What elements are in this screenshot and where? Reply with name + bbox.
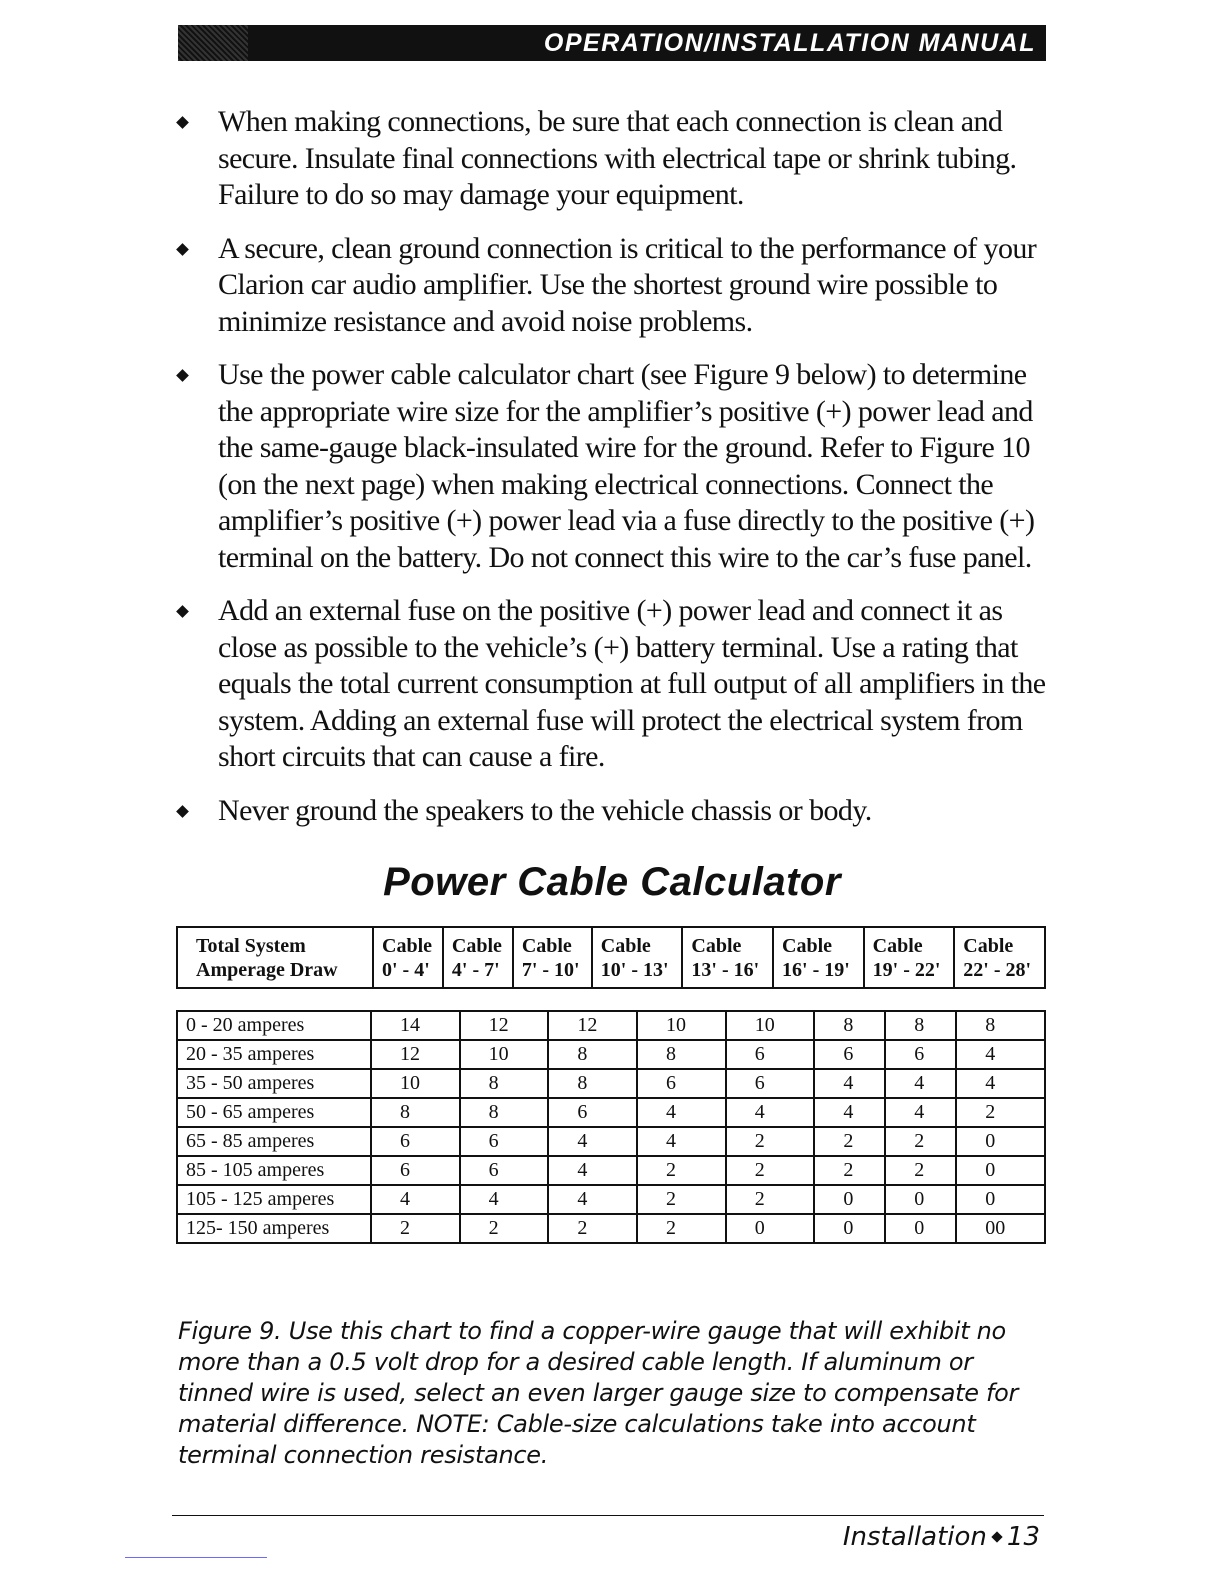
bullet-list bbox=[178, 104, 1058, 846]
gauge-cell: 10 bbox=[460, 1040, 549, 1069]
amperage-cell: 0 - 20 amperes bbox=[177, 1011, 371, 1040]
gauge-cell: 4 bbox=[956, 1069, 1045, 1098]
header-cell: Cable 19' - 22' bbox=[864, 927, 955, 988]
footer-section: Installation bbox=[842, 1522, 987, 1552]
section-title: Power Cable Calculator bbox=[383, 860, 841, 904]
bullet-item bbox=[178, 593, 1058, 776]
bullet-text: Never ground the speakers to the vehicle chassis or body. bbox=[218, 793, 872, 827]
table-header bbox=[176, 926, 1046, 989]
gauge-cell: 8 bbox=[956, 1011, 1045, 1040]
bullet-item bbox=[178, 231, 1058, 341]
gauge-cell: 0 bbox=[814, 1214, 885, 1243]
gauge-cell: 8 bbox=[548, 1069, 637, 1098]
gauge-cell: 2 bbox=[726, 1156, 815, 1185]
gauge-cell: 0 bbox=[814, 1185, 885, 1214]
bullet-text: Use the power cable calculator chart (see Figure 9 below) to determine the appropriate wire size for the amplifier’s positive (+) power lead and the same-gauge black-insulated wire for the ground. Refer to Figure 10 (on the next page) when making electrical connections. Connect the amplifier’s positive (+) power lead via a fuse directly to the positive (+) terminal on the battery. Do not connect this wire to the car’s fuse panel. bbox=[218, 358, 1035, 574]
gauge-cell: 4 bbox=[637, 1098, 726, 1127]
gauge-cell: 0 bbox=[726, 1214, 815, 1243]
power-cable-table bbox=[176, 1010, 1046, 1244]
gauge-cell: 0 bbox=[885, 1214, 956, 1243]
gauge-cell: 8 bbox=[814, 1011, 885, 1040]
header-cell: Cable 7' - 10' bbox=[513, 927, 592, 988]
gauge-cell: 8 bbox=[885, 1011, 956, 1040]
header-cell: Cable 0' - 4' bbox=[373, 927, 443, 988]
gauge-cell: 4 bbox=[548, 1127, 637, 1156]
gauge-cell: 4 bbox=[548, 1156, 637, 1185]
page-number: 13 bbox=[1006, 1522, 1040, 1552]
bullet-item bbox=[178, 357, 1058, 576]
header-cell: Total System Amperage Draw bbox=[177, 927, 373, 988]
header-cell: Cable 13' - 16' bbox=[682, 927, 773, 988]
gauge-cell: 6 bbox=[460, 1156, 549, 1185]
bullet-item bbox=[178, 793, 1058, 830]
gauge-cell: 4 bbox=[726, 1098, 815, 1127]
gauge-cell: 2 bbox=[885, 1156, 956, 1185]
table-row bbox=[177, 1127, 1045, 1156]
gauge-cell: 4 bbox=[371, 1185, 460, 1214]
header-cell: Cable 22' - 28' bbox=[954, 927, 1045, 988]
gauge-cell: 10 bbox=[637, 1011, 726, 1040]
bullet-text: Add an external fuse on the positive (+) power lead and connect it as close as possible to the vehicle’s (+) battery terminal. Use a rating that equals the total current consumption at full output of all amplifiers in the system. Adding an external fuse will protect the electrical system from short circuits that can cause a fire. bbox=[218, 594, 1046, 773]
gauge-cell: 6 bbox=[726, 1069, 815, 1098]
diamond-bullet-icon bbox=[176, 243, 189, 256]
table-row bbox=[177, 1069, 1045, 1098]
bullet-text: A secure, clean ground connection is critical to the performance of your Clarion car audio amplifier. Use the shortest ground wire possible to minimize resistance and avoid noise problems. bbox=[218, 231, 1037, 338]
gauge-cell: 12 bbox=[548, 1011, 637, 1040]
header-cell: Cable 4' - 7' bbox=[443, 927, 513, 988]
gauge-cell: 2 bbox=[637, 1185, 726, 1214]
amperage-cell: 20 - 35 amperes bbox=[177, 1040, 371, 1069]
bullet-item bbox=[178, 104, 1058, 214]
page-footer bbox=[843, 1522, 1040, 1552]
gauge-cell: 4 bbox=[814, 1098, 885, 1127]
gauge-cell: 10 bbox=[371, 1069, 460, 1098]
gauge-cell: 2 bbox=[814, 1156, 885, 1185]
gauge-cell: 4 bbox=[460, 1185, 549, 1214]
gauge-cell: 2 bbox=[726, 1127, 815, 1156]
table-row bbox=[177, 1011, 1045, 1040]
gauge-cell: 8 bbox=[460, 1098, 549, 1127]
gauge-cell: 6 bbox=[885, 1040, 956, 1069]
gauge-cell: 6 bbox=[371, 1156, 460, 1185]
amperage-cell: 65 - 85 amperes bbox=[177, 1127, 371, 1156]
gauge-cell: 00 bbox=[956, 1214, 1045, 1243]
gauge-cell: 4 bbox=[814, 1069, 885, 1098]
gauge-cell: 6 bbox=[726, 1040, 815, 1069]
gauge-cell: 8 bbox=[548, 1040, 637, 1069]
gauge-cell: 12 bbox=[371, 1040, 460, 1069]
amperage-cell: 35 - 50 amperes bbox=[177, 1069, 371, 1098]
gauge-cell: 8 bbox=[637, 1040, 726, 1069]
gauge-cell: 0 bbox=[956, 1127, 1045, 1156]
figure-caption: Figure 9. Use this chart to find a copper-wire gauge that will exhibit no more than a 0.5 volt drop for a desired cable length. If aluminum or tinned wire is used, select an even larger gauge size to compensate for material difference. NOTE: Cable-size calculations take into account terminal connection resistance. bbox=[178, 1317, 1019, 1469]
gauge-cell: 2 bbox=[637, 1214, 726, 1243]
decorative-line bbox=[125, 1557, 267, 1558]
gauge-cell: 2 bbox=[956, 1098, 1045, 1127]
amperage-cell: 85 - 105 amperes bbox=[177, 1156, 371, 1185]
header-cell: Cable 10' - 13' bbox=[592, 927, 683, 988]
gauge-cell: 4 bbox=[956, 1040, 1045, 1069]
diamond-bullet-icon bbox=[176, 369, 189, 382]
gauge-cell: 4 bbox=[548, 1185, 637, 1214]
table-row bbox=[177, 1214, 1045, 1243]
table-row bbox=[177, 1185, 1045, 1214]
gauge-cell: 6 bbox=[460, 1127, 549, 1156]
gauge-cell: 2 bbox=[814, 1127, 885, 1156]
manual-title: OPERATION/INSTALLATION MANUAL bbox=[543, 28, 1036, 57]
gauge-cell: 2 bbox=[885, 1127, 956, 1156]
bullet-text: When making connections, be sure that each connection is clean and secure. Insulate final connections with electrical tape or shrink tubing. Failure to do so may damage your equipment. bbox=[218, 105, 1017, 211]
gauge-cell: 10 bbox=[726, 1011, 815, 1040]
amperage-cell: 105 - 125 amperes bbox=[177, 1185, 371, 1214]
gauge-cell: 6 bbox=[637, 1069, 726, 1098]
gauge-cell: 6 bbox=[814, 1040, 885, 1069]
page-header bbox=[178, 25, 1046, 61]
header-texture bbox=[178, 25, 248, 61]
table-row bbox=[177, 1040, 1045, 1069]
gauge-cell: 12 bbox=[460, 1011, 549, 1040]
table-row bbox=[177, 1156, 1045, 1185]
gauge-cell: 2 bbox=[548, 1214, 637, 1243]
header-cell: Cable 16' - 19' bbox=[773, 927, 864, 988]
diamond-bullet-icon bbox=[176, 116, 189, 129]
gauge-cell: 4 bbox=[637, 1127, 726, 1156]
gauge-cell: 2 bbox=[637, 1156, 726, 1185]
diamond-separator-icon bbox=[991, 1531, 1002, 1542]
gauge-cell: 8 bbox=[371, 1098, 460, 1127]
gauge-cell: 0 bbox=[956, 1185, 1045, 1214]
gauge-cell: 4 bbox=[885, 1098, 956, 1127]
table-row bbox=[177, 1098, 1045, 1127]
diamond-bullet-icon bbox=[176, 805, 189, 818]
gauge-cell: 2 bbox=[726, 1185, 815, 1214]
footer-rule bbox=[172, 1515, 1044, 1516]
gauge-cell: 4 bbox=[885, 1069, 956, 1098]
gauge-cell: 8 bbox=[460, 1069, 549, 1098]
gauge-cell: 6 bbox=[548, 1098, 637, 1127]
gauge-cell: 0 bbox=[885, 1185, 956, 1214]
gauge-cell: 6 bbox=[371, 1127, 460, 1156]
gauge-cell: 14 bbox=[371, 1011, 460, 1040]
diamond-bullet-icon bbox=[176, 605, 189, 618]
amperage-cell: 125- 150 amperes bbox=[177, 1214, 371, 1243]
amperage-cell: 50 - 65 amperes bbox=[177, 1098, 371, 1127]
gauge-cell: 2 bbox=[371, 1214, 460, 1243]
gauge-cell: 2 bbox=[460, 1214, 549, 1243]
gauge-cell: 0 bbox=[956, 1156, 1045, 1185]
